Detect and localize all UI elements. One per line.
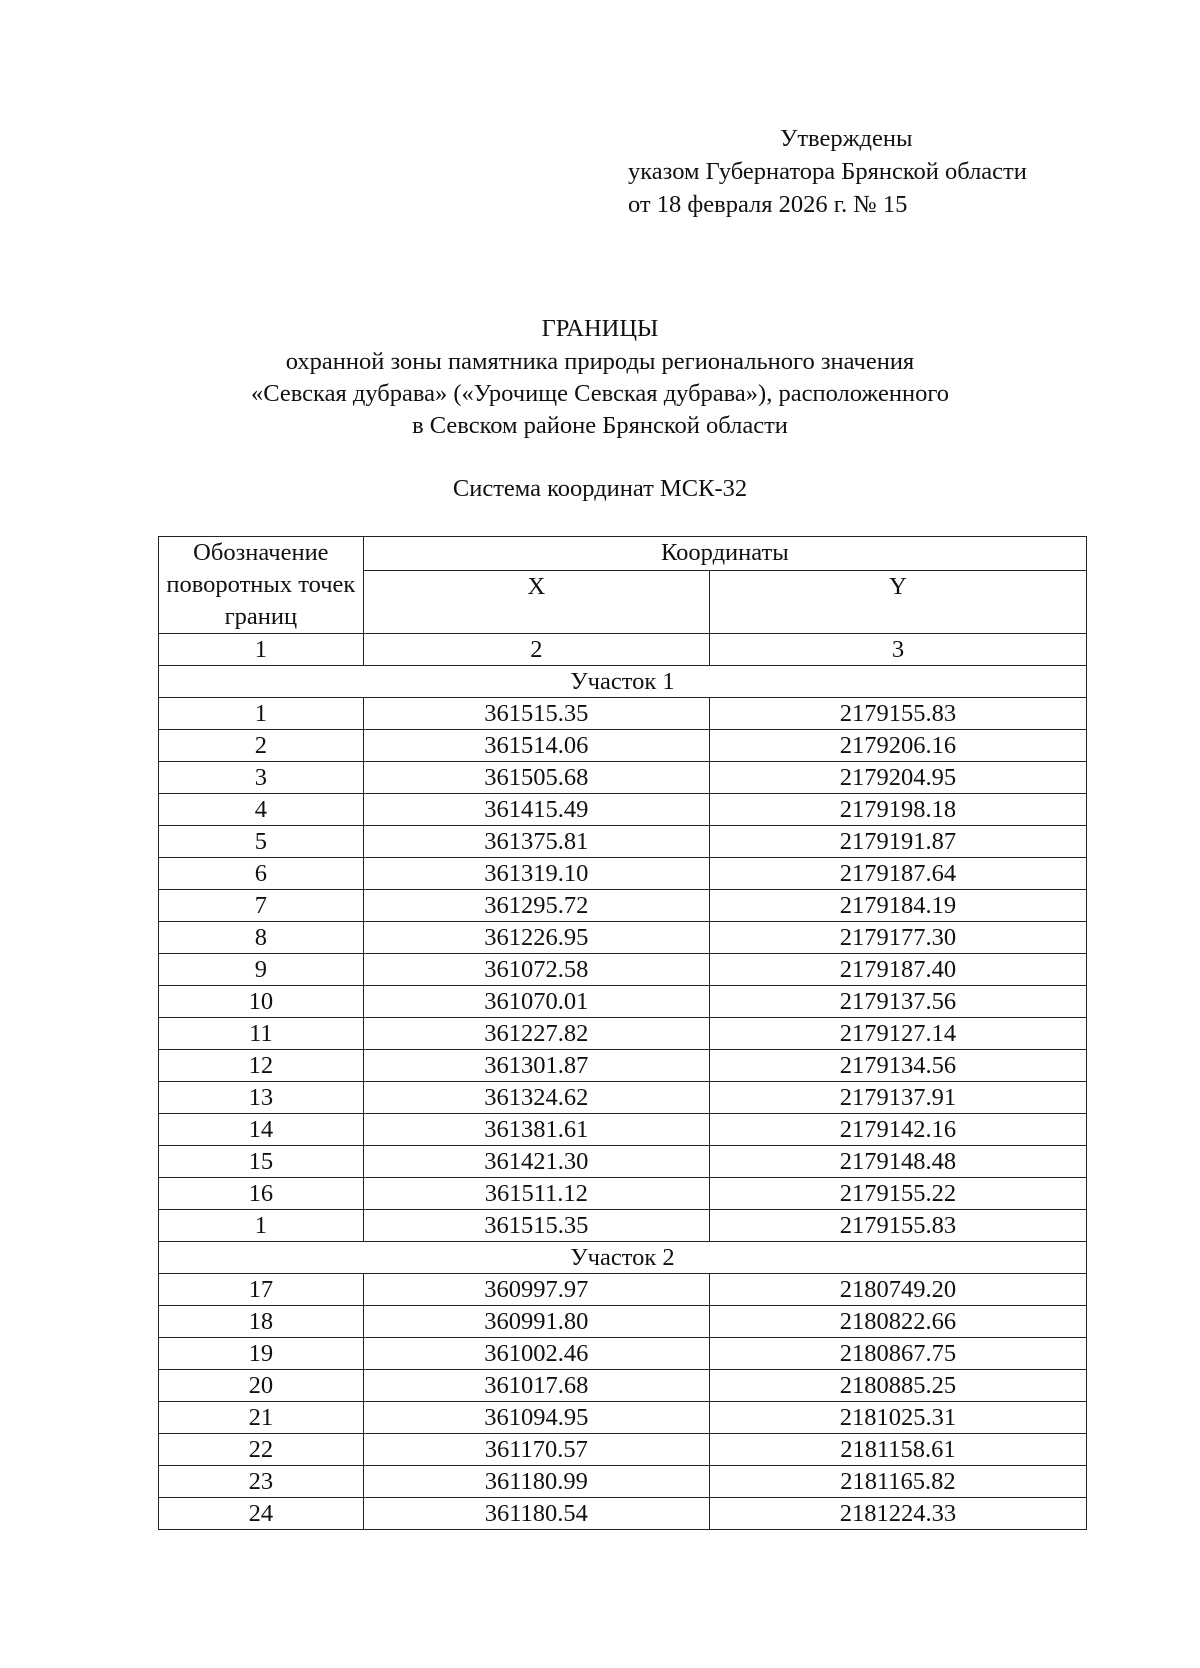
table-row	[159, 1082, 1087, 1114]
y-coordinate-cell: 2180885.25	[709, 1370, 1086, 1402]
y-coordinate-cell: 2181165.82	[709, 1466, 1086, 1498]
point-number-cell: 20	[159, 1370, 364, 1402]
section-title: Участок 2	[159, 1242, 1087, 1274]
header-point-designation: Обозначение поворотных точек границ	[159, 537, 364, 634]
table-row	[159, 1434, 1087, 1466]
y-coordinate-cell: 2179187.40	[709, 954, 1086, 986]
x-coordinate-cell: 361017.68	[363, 1370, 709, 1402]
section-row	[159, 1242, 1087, 1274]
point-number-cell: 24	[159, 1498, 364, 1530]
column-number-2: 2	[363, 634, 709, 666]
table-row	[159, 1178, 1087, 1210]
x-coordinate-cell: 361324.62	[363, 1082, 709, 1114]
point-number-cell: 12	[159, 1050, 364, 1082]
y-coordinate-cell: 2179155.83	[709, 1210, 1086, 1242]
header-coordinates: Координаты	[363, 537, 1086, 571]
point-number-cell: 21	[159, 1402, 364, 1434]
point-number-cell: 4	[159, 794, 364, 826]
title-line-2: «Севская дубрава» («Урочище Севская дубрава»), расположенного	[250, 380, 950, 407]
y-coordinate-cell: 2179134.56	[709, 1050, 1086, 1082]
point-number-cell: 1	[159, 1210, 364, 1242]
title-line-1: охранной зоны памятника природы регионального значения	[285, 348, 915, 375]
y-coordinate-cell: 2179191.87	[709, 826, 1086, 858]
x-coordinate-cell: 361072.58	[363, 954, 709, 986]
table-row	[159, 1306, 1087, 1338]
y-coordinate-cell: 2179142.16	[709, 1114, 1086, 1146]
x-coordinate-cell: 361295.72	[363, 890, 709, 922]
title-line-3: в Севском районе Брянской области	[412, 412, 788, 439]
x-coordinate-cell: 361170.57	[363, 1434, 709, 1466]
x-coordinate-cell: 361511.12	[363, 1178, 709, 1210]
x-coordinate-cell: 361227.82	[363, 1018, 709, 1050]
point-number-cell: 1	[159, 698, 364, 730]
y-coordinate-cell: 2179206.16	[709, 730, 1086, 762]
point-number-cell: 19	[159, 1338, 364, 1370]
title-heading: ГРАНИЦЫ	[541, 315, 659, 342]
point-number-cell: 22	[159, 1434, 364, 1466]
x-coordinate-cell: 361381.61	[363, 1114, 709, 1146]
y-coordinate-cell: 2179137.56	[709, 986, 1086, 1018]
table-row	[159, 1050, 1087, 1082]
column-number-3: 3	[709, 634, 1086, 666]
x-coordinate-cell: 361319.10	[363, 858, 709, 890]
x-coordinate-cell: 361415.49	[363, 794, 709, 826]
table-row	[159, 1114, 1087, 1146]
y-coordinate-cell: 2179177.30	[709, 922, 1086, 954]
x-coordinate-cell: 361514.06	[363, 730, 709, 762]
y-coordinate-cell: 2179127.14	[709, 1018, 1086, 1050]
x-coordinate-cell: 361226.95	[363, 922, 709, 954]
table-row	[159, 1370, 1087, 1402]
point-number-cell: 13	[159, 1082, 364, 1114]
point-number-cell: 7	[159, 890, 364, 922]
table-row	[159, 1146, 1087, 1178]
point-number-cell: 2	[159, 730, 364, 762]
table-body	[159, 666, 1087, 1530]
y-coordinate-cell: 2179137.91	[709, 1082, 1086, 1114]
y-coordinate-cell: 2180749.20	[709, 1274, 1086, 1306]
x-coordinate-cell: 361094.95	[363, 1402, 709, 1434]
table-row	[159, 826, 1087, 858]
table-row	[159, 730, 1087, 762]
y-coordinate-cell: 2179155.83	[709, 698, 1086, 730]
x-coordinate-cell: 361070.01	[363, 986, 709, 1018]
table-row	[159, 954, 1087, 986]
y-coordinate-cell: 2180822.66	[709, 1306, 1086, 1338]
x-coordinate-cell: 361180.99	[363, 1466, 709, 1498]
table-row	[159, 922, 1087, 954]
table-row	[159, 858, 1087, 890]
approval-line-1: Утверждены	[780, 125, 913, 152]
table-row	[159, 1498, 1087, 1530]
section-title: Участок 1	[159, 666, 1087, 698]
point-number-cell: 9	[159, 954, 364, 986]
approval-block	[628, 122, 1027, 221]
x-coordinate-cell: 361421.30	[363, 1146, 709, 1178]
table-row	[159, 1338, 1087, 1370]
y-coordinate-cell: 2179187.64	[709, 858, 1086, 890]
y-coordinate-cell: 2181158.61	[709, 1434, 1086, 1466]
table-row	[159, 762, 1087, 794]
section-row	[159, 666, 1087, 698]
approval-line-2: указом Губернатора Брянской области	[628, 158, 1027, 185]
point-number-cell: 18	[159, 1306, 364, 1338]
column-number-1: 1	[159, 634, 364, 666]
y-coordinate-cell: 2179198.18	[709, 794, 1086, 826]
x-coordinate-cell: 361002.46	[363, 1338, 709, 1370]
y-coordinate-cell: 2179155.22	[709, 1178, 1086, 1210]
header-x: X	[363, 571, 709, 634]
table-row	[159, 794, 1087, 826]
point-number-cell: 23	[159, 1466, 364, 1498]
point-number-cell: 10	[159, 986, 364, 1018]
x-coordinate-cell: 360991.80	[363, 1306, 709, 1338]
point-number-cell: 16	[159, 1178, 364, 1210]
table-row	[159, 986, 1087, 1018]
point-number-cell: 6	[159, 858, 364, 890]
point-number-cell: 8	[159, 922, 364, 954]
point-number-cell: 5	[159, 826, 364, 858]
y-coordinate-cell: 2179148.48	[709, 1146, 1086, 1178]
coordinate-system-label: Система координат МСК-32	[452, 475, 748, 502]
header-y: Y	[709, 571, 1086, 634]
point-number-cell: 14	[159, 1114, 364, 1146]
x-coordinate-cell: 360997.97	[363, 1274, 709, 1306]
document-title	[0, 313, 1200, 442]
table-row	[159, 1274, 1087, 1306]
coordinates-table	[158, 536, 1087, 1530]
table-row	[159, 1466, 1087, 1498]
x-coordinate-cell: 361375.81	[363, 826, 709, 858]
point-number-cell: 11	[159, 1018, 364, 1050]
table-row	[159, 890, 1087, 922]
y-coordinate-cell: 2180867.75	[709, 1338, 1086, 1370]
y-coordinate-cell: 2179204.95	[709, 762, 1086, 794]
table-row	[159, 698, 1087, 730]
table-row	[159, 1018, 1087, 1050]
y-coordinate-cell: 2179184.19	[709, 890, 1086, 922]
x-coordinate-cell: 361301.87	[363, 1050, 709, 1082]
table-row	[159, 1210, 1087, 1242]
approval-line-3: от 18 февраля 2026 г. № 15	[628, 191, 908, 218]
table-row	[159, 1402, 1087, 1434]
y-coordinate-cell: 2181224.33	[709, 1498, 1086, 1530]
x-coordinate-cell: 361515.35	[363, 1210, 709, 1242]
x-coordinate-cell: 361180.54	[363, 1498, 709, 1530]
y-coordinate-cell: 2181025.31	[709, 1402, 1086, 1434]
point-number-cell: 15	[159, 1146, 364, 1178]
x-coordinate-cell: 361515.35	[363, 698, 709, 730]
x-coordinate-cell: 361505.68	[363, 762, 709, 794]
point-number-cell: 17	[159, 1274, 364, 1306]
point-number-cell: 3	[159, 762, 364, 794]
